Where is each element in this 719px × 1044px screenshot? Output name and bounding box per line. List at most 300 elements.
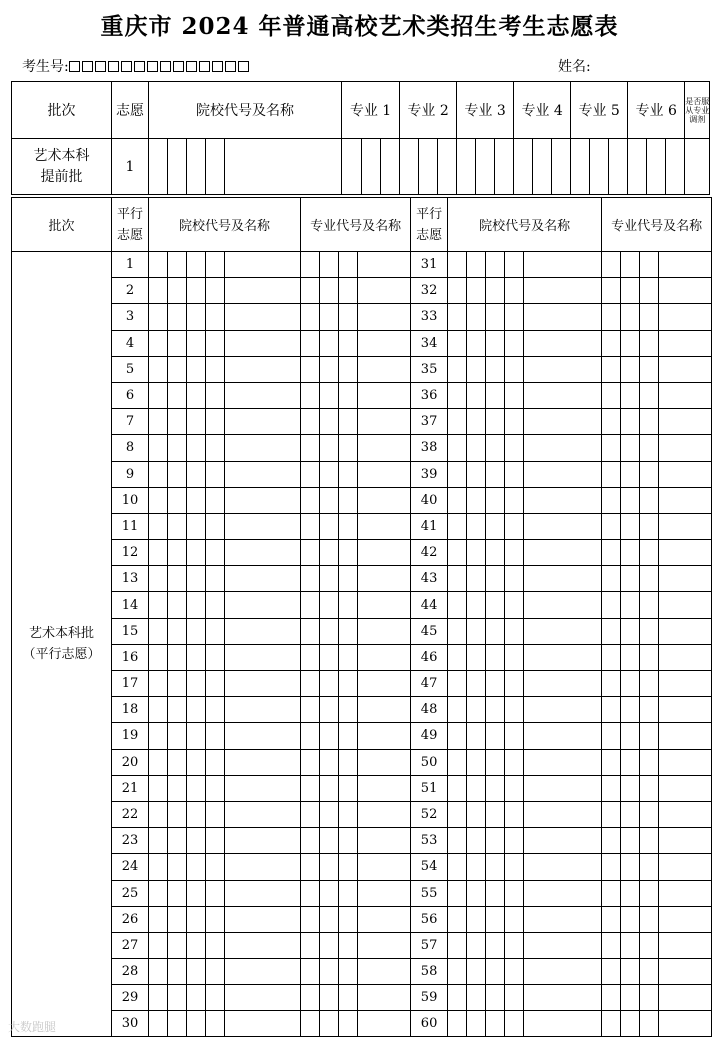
right-major-code-cell[interactable] bbox=[640, 252, 659, 278]
right-major-code-cell[interactable] bbox=[621, 985, 640, 1011]
left-major-code-cell[interactable] bbox=[301, 697, 320, 723]
right-school-name-cell[interactable] bbox=[524, 932, 602, 958]
left-major-code-cell[interactable] bbox=[339, 985, 358, 1011]
right-school-code-cell[interactable] bbox=[486, 618, 505, 644]
right-school-code-cell[interactable] bbox=[448, 1011, 467, 1037]
left-major-code-cell[interactable] bbox=[320, 828, 339, 854]
right-school-code-cell[interactable] bbox=[448, 775, 467, 801]
right-school-code-cell[interactable] bbox=[505, 540, 524, 566]
right-school-code-cell[interactable] bbox=[467, 749, 486, 775]
right-school-code-cell[interactable] bbox=[467, 461, 486, 487]
right-school-code-cell[interactable] bbox=[486, 671, 505, 697]
left-school-code-cell[interactable] bbox=[206, 513, 225, 539]
right-school-code-cell[interactable] bbox=[486, 854, 505, 880]
left-school-code-cell[interactable] bbox=[168, 1011, 187, 1037]
left-school-code-cell[interactable] bbox=[206, 566, 225, 592]
right-school-code-cell[interactable] bbox=[486, 828, 505, 854]
left-school-code-cell[interactable] bbox=[187, 854, 206, 880]
left-school-code-cell[interactable] bbox=[187, 775, 206, 801]
right-school-code-cell[interactable] bbox=[486, 461, 505, 487]
left-major-code-cell[interactable] bbox=[320, 409, 339, 435]
right-school-code-cell[interactable] bbox=[467, 775, 486, 801]
left-major-name-cell[interactable] bbox=[358, 985, 411, 1011]
right-major-name-cell[interactable] bbox=[659, 828, 712, 854]
left-major-code-cell[interactable] bbox=[320, 880, 339, 906]
left-school-name-cell[interactable] bbox=[225, 566, 301, 592]
left-major-code-cell[interactable] bbox=[320, 540, 339, 566]
right-school-name-cell[interactable] bbox=[524, 854, 602, 880]
left-school-code-cell[interactable] bbox=[187, 435, 206, 461]
right-major-code-cell[interactable] bbox=[602, 487, 621, 513]
left-major-name-cell[interactable] bbox=[358, 749, 411, 775]
right-major-code-cell[interactable] bbox=[602, 1011, 621, 1037]
right-major-code-cell[interactable] bbox=[602, 723, 621, 749]
left-school-code-cell[interactable] bbox=[168, 278, 187, 304]
left-major-code-cell[interactable] bbox=[301, 1011, 320, 1037]
right-school-code-cell[interactable] bbox=[486, 985, 505, 1011]
left-school-code-cell[interactable] bbox=[149, 566, 168, 592]
candidate-number-digit-box[interactable] bbox=[186, 61, 197, 72]
left-school-code-cell[interactable] bbox=[187, 723, 206, 749]
right-major-code-cell[interactable] bbox=[640, 644, 659, 670]
left-major-code-cell[interactable] bbox=[320, 435, 339, 461]
left-school-code-cell[interactable] bbox=[187, 461, 206, 487]
right-major-code-cell[interactable] bbox=[621, 880, 640, 906]
right-school-code-cell[interactable] bbox=[467, 985, 486, 1011]
left-major-name-cell[interactable] bbox=[358, 540, 411, 566]
left-school-code-cell[interactable] bbox=[206, 409, 225, 435]
left-school-code-cell[interactable] bbox=[149, 749, 168, 775]
right-major-code-cell[interactable] bbox=[621, 252, 640, 278]
left-school-code-cell[interactable] bbox=[168, 435, 187, 461]
right-major-code-cell[interactable] bbox=[640, 409, 659, 435]
left-school-code-cell[interactable] bbox=[168, 356, 187, 382]
left-school-name-cell[interactable] bbox=[225, 409, 301, 435]
right-school-code-cell[interactable] bbox=[486, 775, 505, 801]
left-school-name-cell[interactable] bbox=[225, 618, 301, 644]
left-school-code-cell[interactable] bbox=[149, 671, 168, 697]
left-school-code-cell[interactable] bbox=[149, 592, 168, 618]
left-school-code-cell[interactable] bbox=[168, 697, 187, 723]
right-major-code-cell[interactable] bbox=[640, 435, 659, 461]
right-school-code-cell[interactable] bbox=[486, 801, 505, 827]
left-major-code-cell[interactable] bbox=[339, 382, 358, 408]
left-major-code-cell[interactable] bbox=[339, 618, 358, 644]
right-major-name-cell[interactable] bbox=[659, 278, 712, 304]
left-major-code-cell[interactable] bbox=[301, 278, 320, 304]
left-school-code-cell[interactable] bbox=[168, 461, 187, 487]
left-school-name-cell[interactable] bbox=[225, 461, 301, 487]
left-school-code-cell[interactable] bbox=[206, 828, 225, 854]
right-school-code-cell[interactable] bbox=[505, 828, 524, 854]
left-major-name-cell[interactable] bbox=[358, 880, 411, 906]
right-major-code-cell[interactable] bbox=[621, 723, 640, 749]
left-school-code-cell[interactable] bbox=[149, 487, 168, 513]
left-school-code-cell[interactable] bbox=[187, 304, 206, 330]
right-school-code-cell[interactable] bbox=[467, 330, 486, 356]
left-major-code-cell[interactable] bbox=[320, 252, 339, 278]
right-major-code-cell[interactable] bbox=[640, 671, 659, 697]
left-school-code-cell[interactable] bbox=[187, 985, 206, 1011]
left-school-name-cell[interactable] bbox=[225, 435, 301, 461]
left-school-code-cell[interactable] bbox=[149, 932, 168, 958]
right-major-code-cell[interactable] bbox=[640, 906, 659, 932]
right-major-code-cell[interactable] bbox=[602, 880, 621, 906]
right-school-code-cell[interactable] bbox=[467, 932, 486, 958]
left-school-code-cell[interactable] bbox=[149, 540, 168, 566]
left-major-code-cell[interactable] bbox=[339, 566, 358, 592]
right-major-code-cell[interactable] bbox=[621, 932, 640, 958]
right-school-code-cell[interactable] bbox=[486, 566, 505, 592]
left-school-code-cell[interactable] bbox=[149, 644, 168, 670]
early-major-cell[interactable] bbox=[438, 139, 457, 195]
right-school-code-cell[interactable] bbox=[448, 906, 467, 932]
left-school-code-cell[interactable] bbox=[206, 1011, 225, 1037]
early-school-code-cell[interactable] bbox=[187, 139, 206, 195]
right-major-code-cell[interactable] bbox=[602, 435, 621, 461]
right-school-name-cell[interactable] bbox=[524, 644, 602, 670]
right-school-code-cell[interactable] bbox=[505, 906, 524, 932]
left-school-code-cell[interactable] bbox=[187, 252, 206, 278]
left-school-code-cell[interactable] bbox=[187, 409, 206, 435]
left-school-name-cell[interactable] bbox=[225, 644, 301, 670]
right-school-code-cell[interactable] bbox=[486, 723, 505, 749]
right-major-name-cell[interactable] bbox=[659, 880, 712, 906]
left-major-code-cell[interactable] bbox=[339, 592, 358, 618]
right-school-code-cell[interactable] bbox=[448, 723, 467, 749]
right-major-code-cell[interactable] bbox=[602, 618, 621, 644]
right-school-code-cell[interactable] bbox=[505, 1011, 524, 1037]
early-major-cell[interactable] bbox=[400, 139, 419, 195]
left-school-code-cell[interactable] bbox=[168, 382, 187, 408]
left-school-code-cell[interactable] bbox=[206, 382, 225, 408]
left-school-code-cell[interactable] bbox=[206, 644, 225, 670]
right-major-code-cell[interactable] bbox=[621, 1011, 640, 1037]
right-school-code-cell[interactable] bbox=[486, 278, 505, 304]
left-major-code-cell[interactable] bbox=[339, 723, 358, 749]
left-school-code-cell[interactable] bbox=[168, 828, 187, 854]
left-school-code-cell[interactable] bbox=[168, 409, 187, 435]
left-major-code-cell[interactable] bbox=[320, 906, 339, 932]
right-school-code-cell[interactable] bbox=[486, 330, 505, 356]
left-major-name-cell[interactable] bbox=[358, 409, 411, 435]
right-school-code-cell[interactable] bbox=[505, 304, 524, 330]
left-major-name-cell[interactable] bbox=[358, 330, 411, 356]
right-major-code-cell[interactable] bbox=[602, 356, 621, 382]
right-major-code-cell[interactable] bbox=[640, 592, 659, 618]
left-school-name-cell[interactable] bbox=[225, 854, 301, 880]
right-major-code-cell[interactable] bbox=[640, 880, 659, 906]
right-school-code-cell[interactable] bbox=[505, 435, 524, 461]
left-school-code-cell[interactable] bbox=[187, 566, 206, 592]
left-school-name-cell[interactable] bbox=[225, 671, 301, 697]
left-school-code-cell[interactable] bbox=[206, 461, 225, 487]
left-school-code-cell[interactable] bbox=[187, 356, 206, 382]
left-major-code-cell[interactable] bbox=[301, 487, 320, 513]
right-school-code-cell[interactable] bbox=[467, 304, 486, 330]
right-school-code-cell[interactable] bbox=[448, 487, 467, 513]
left-school-name-cell[interactable] bbox=[225, 487, 301, 513]
left-major-name-cell[interactable] bbox=[358, 435, 411, 461]
candidate-number-digit-box[interactable] bbox=[212, 61, 223, 72]
candidate-number-digit-box[interactable] bbox=[225, 61, 236, 72]
right-major-name-cell[interactable] bbox=[659, 644, 712, 670]
left-major-code-cell[interactable] bbox=[320, 854, 339, 880]
right-school-name-cell[interactable] bbox=[524, 828, 602, 854]
left-school-code-cell[interactable] bbox=[168, 330, 187, 356]
left-major-code-cell[interactable] bbox=[339, 671, 358, 697]
left-school-code-cell[interactable] bbox=[149, 697, 168, 723]
left-school-name-cell[interactable] bbox=[225, 959, 301, 985]
left-major-code-cell[interactable] bbox=[320, 513, 339, 539]
right-school-code-cell[interactable] bbox=[486, 749, 505, 775]
right-major-code-cell[interactable] bbox=[602, 985, 621, 1011]
left-school-code-cell[interactable] bbox=[168, 540, 187, 566]
right-major-code-cell[interactable] bbox=[602, 644, 621, 670]
left-school-name-cell[interactable] bbox=[225, 304, 301, 330]
right-school-code-cell[interactable] bbox=[486, 487, 505, 513]
right-school-code-cell[interactable] bbox=[505, 566, 524, 592]
right-major-code-cell[interactable] bbox=[640, 723, 659, 749]
right-school-name-cell[interactable] bbox=[524, 880, 602, 906]
left-school-name-cell[interactable] bbox=[225, 540, 301, 566]
right-major-code-cell[interactable] bbox=[621, 409, 640, 435]
right-school-code-cell[interactable] bbox=[486, 540, 505, 566]
right-major-name-cell[interactable] bbox=[659, 775, 712, 801]
left-school-code-cell[interactable] bbox=[168, 959, 187, 985]
candidate-number-digit-box[interactable] bbox=[108, 61, 119, 72]
left-school-code-cell[interactable] bbox=[168, 644, 187, 670]
right-major-code-cell[interactable] bbox=[602, 671, 621, 697]
left-major-code-cell[interactable] bbox=[339, 540, 358, 566]
left-major-code-cell[interactable] bbox=[339, 854, 358, 880]
left-school-name-cell[interactable] bbox=[225, 775, 301, 801]
left-school-code-cell[interactable] bbox=[149, 1011, 168, 1037]
left-major-code-cell[interactable] bbox=[301, 644, 320, 670]
left-school-code-cell[interactable] bbox=[149, 723, 168, 749]
early-major-cell[interactable] bbox=[609, 139, 628, 195]
left-school-code-cell[interactable] bbox=[206, 356, 225, 382]
left-major-name-cell[interactable] bbox=[358, 854, 411, 880]
right-major-code-cell[interactable] bbox=[602, 252, 621, 278]
right-major-code-cell[interactable] bbox=[621, 513, 640, 539]
right-school-code-cell[interactable] bbox=[448, 828, 467, 854]
left-school-code-cell[interactable] bbox=[187, 644, 206, 670]
left-major-code-cell[interactable] bbox=[320, 749, 339, 775]
right-school-code-cell[interactable] bbox=[486, 959, 505, 985]
right-major-name-cell[interactable] bbox=[659, 382, 712, 408]
left-school-code-cell[interactable] bbox=[168, 487, 187, 513]
right-school-code-cell[interactable] bbox=[467, 723, 486, 749]
right-school-code-cell[interactable] bbox=[505, 382, 524, 408]
left-school-code-cell[interactable] bbox=[206, 330, 225, 356]
left-school-code-cell[interactable] bbox=[149, 801, 168, 827]
right-major-code-cell[interactable] bbox=[621, 644, 640, 670]
right-school-name-cell[interactable] bbox=[524, 304, 602, 330]
right-school-name-cell[interactable] bbox=[524, 252, 602, 278]
right-major-code-cell[interactable] bbox=[621, 540, 640, 566]
left-major-code-cell[interactable] bbox=[339, 356, 358, 382]
right-school-code-cell[interactable] bbox=[467, 513, 486, 539]
left-major-code-cell[interactable] bbox=[301, 618, 320, 644]
left-school-code-cell[interactable] bbox=[168, 671, 187, 697]
early-major-cell[interactable] bbox=[590, 139, 609, 195]
left-school-code-cell[interactable] bbox=[206, 723, 225, 749]
left-major-name-cell[interactable] bbox=[358, 644, 411, 670]
left-school-code-cell[interactable] bbox=[187, 487, 206, 513]
left-school-code-cell[interactable] bbox=[187, 278, 206, 304]
left-major-name-cell[interactable] bbox=[358, 592, 411, 618]
candidate-number-digit-box[interactable] bbox=[121, 61, 132, 72]
left-school-code-cell[interactable] bbox=[187, 801, 206, 827]
left-school-code-cell[interactable] bbox=[168, 985, 187, 1011]
left-school-code-cell[interactable] bbox=[206, 880, 225, 906]
left-major-code-cell[interactable] bbox=[339, 487, 358, 513]
right-major-code-cell[interactable] bbox=[621, 671, 640, 697]
left-school-code-cell[interactable] bbox=[149, 959, 168, 985]
right-major-code-cell[interactable] bbox=[602, 959, 621, 985]
left-school-code-cell[interactable] bbox=[149, 278, 168, 304]
right-major-code-cell[interactable] bbox=[621, 356, 640, 382]
left-school-name-cell[interactable] bbox=[225, 801, 301, 827]
left-school-code-cell[interactable] bbox=[149, 618, 168, 644]
left-school-code-cell[interactable] bbox=[187, 592, 206, 618]
right-school-code-cell[interactable] bbox=[505, 461, 524, 487]
left-school-code-cell[interactable] bbox=[187, 749, 206, 775]
right-school-code-cell[interactable] bbox=[467, 592, 486, 618]
left-school-name-cell[interactable] bbox=[225, 749, 301, 775]
right-school-code-cell[interactable] bbox=[505, 409, 524, 435]
right-school-code-cell[interactable] bbox=[448, 540, 467, 566]
left-major-name-cell[interactable] bbox=[358, 775, 411, 801]
right-school-code-cell[interactable] bbox=[448, 592, 467, 618]
right-major-code-cell[interactable] bbox=[640, 304, 659, 330]
left-school-code-cell[interactable] bbox=[206, 775, 225, 801]
left-major-code-cell[interactable] bbox=[301, 304, 320, 330]
left-school-code-cell[interactable] bbox=[149, 461, 168, 487]
right-major-name-cell[interactable] bbox=[659, 1011, 712, 1037]
right-school-name-cell[interactable] bbox=[524, 959, 602, 985]
left-school-code-cell[interactable] bbox=[206, 697, 225, 723]
early-school-name-cell[interactable] bbox=[225, 139, 342, 195]
left-major-code-cell[interactable] bbox=[320, 618, 339, 644]
right-school-code-cell[interactable] bbox=[486, 513, 505, 539]
left-school-code-cell[interactable] bbox=[149, 304, 168, 330]
right-major-code-cell[interactable] bbox=[621, 382, 640, 408]
right-major-code-cell[interactable] bbox=[602, 461, 621, 487]
right-major-code-cell[interactable] bbox=[621, 435, 640, 461]
left-major-code-cell[interactable] bbox=[320, 356, 339, 382]
right-major-code-cell[interactable] bbox=[621, 854, 640, 880]
right-school-code-cell[interactable] bbox=[505, 775, 524, 801]
left-school-name-cell[interactable] bbox=[225, 356, 301, 382]
right-major-code-cell[interactable] bbox=[621, 749, 640, 775]
right-major-code-cell[interactable] bbox=[640, 854, 659, 880]
left-school-code-cell[interactable] bbox=[206, 592, 225, 618]
left-major-code-cell[interactable] bbox=[320, 723, 339, 749]
right-school-code-cell[interactable] bbox=[467, 435, 486, 461]
left-school-code-cell[interactable] bbox=[168, 775, 187, 801]
left-school-name-cell[interactable] bbox=[225, 723, 301, 749]
left-school-name-cell[interactable] bbox=[225, 1011, 301, 1037]
left-major-code-cell[interactable] bbox=[320, 671, 339, 697]
left-major-code-cell[interactable] bbox=[301, 461, 320, 487]
right-school-code-cell[interactable] bbox=[467, 252, 486, 278]
left-school-code-cell[interactable] bbox=[187, 880, 206, 906]
right-school-name-cell[interactable] bbox=[524, 382, 602, 408]
right-major-code-cell[interactable] bbox=[640, 749, 659, 775]
right-major-name-cell[interactable] bbox=[659, 671, 712, 697]
right-school-code-cell[interactable] bbox=[448, 461, 467, 487]
right-major-name-cell[interactable] bbox=[659, 487, 712, 513]
left-major-code-cell[interactable] bbox=[339, 330, 358, 356]
left-major-code-cell[interactable] bbox=[320, 304, 339, 330]
right-school-code-cell[interactable] bbox=[486, 880, 505, 906]
left-major-code-cell[interactable] bbox=[320, 932, 339, 958]
left-school-name-cell[interactable] bbox=[225, 828, 301, 854]
left-school-code-cell[interactable] bbox=[149, 828, 168, 854]
right-school-code-cell[interactable] bbox=[448, 880, 467, 906]
early-major-cell[interactable] bbox=[476, 139, 495, 195]
left-school-code-cell[interactable] bbox=[168, 880, 187, 906]
right-school-code-cell[interactable] bbox=[505, 252, 524, 278]
right-school-code-cell[interactable] bbox=[448, 278, 467, 304]
left-major-code-cell[interactable] bbox=[339, 461, 358, 487]
left-major-code-cell[interactable] bbox=[301, 435, 320, 461]
right-school-code-cell[interactable] bbox=[505, 801, 524, 827]
left-major-code-cell[interactable] bbox=[301, 252, 320, 278]
right-school-code-cell[interactable] bbox=[505, 487, 524, 513]
right-school-name-cell[interactable] bbox=[524, 435, 602, 461]
right-school-code-cell[interactable] bbox=[467, 540, 486, 566]
right-school-code-cell[interactable] bbox=[467, 278, 486, 304]
left-school-code-cell[interactable] bbox=[168, 749, 187, 775]
right-major-code-cell[interactable] bbox=[621, 618, 640, 644]
right-major-name-cell[interactable] bbox=[659, 356, 712, 382]
right-major-name-cell[interactable] bbox=[659, 409, 712, 435]
right-major-code-cell[interactable] bbox=[640, 513, 659, 539]
right-major-code-cell[interactable] bbox=[602, 801, 621, 827]
right-school-code-cell[interactable] bbox=[467, 487, 486, 513]
right-school-name-cell[interactable] bbox=[524, 618, 602, 644]
left-school-code-cell[interactable] bbox=[206, 618, 225, 644]
left-major-code-cell[interactable] bbox=[301, 592, 320, 618]
left-school-code-cell[interactable] bbox=[149, 775, 168, 801]
left-major-code-cell[interactable] bbox=[339, 906, 358, 932]
right-school-code-cell[interactable] bbox=[486, 906, 505, 932]
left-major-name-cell[interactable] bbox=[358, 513, 411, 539]
left-school-code-cell[interactable] bbox=[149, 356, 168, 382]
right-school-code-cell[interactable] bbox=[467, 854, 486, 880]
right-school-code-cell[interactable] bbox=[505, 356, 524, 382]
left-major-code-cell[interactable] bbox=[320, 278, 339, 304]
right-school-code-cell[interactable] bbox=[467, 566, 486, 592]
right-school-code-cell[interactable] bbox=[448, 749, 467, 775]
early-major-cell[interactable] bbox=[552, 139, 571, 195]
left-major-code-cell[interactable] bbox=[339, 801, 358, 827]
left-major-name-cell[interactable] bbox=[358, 1011, 411, 1037]
right-major-code-cell[interactable] bbox=[602, 382, 621, 408]
left-major-code-cell[interactable] bbox=[320, 644, 339, 670]
left-school-code-cell[interactable] bbox=[187, 959, 206, 985]
left-major-code-cell[interactable] bbox=[301, 540, 320, 566]
left-major-code-cell[interactable] bbox=[301, 409, 320, 435]
left-school-code-cell[interactable] bbox=[206, 278, 225, 304]
left-school-code-cell[interactable] bbox=[187, 1011, 206, 1037]
left-school-code-cell[interactable] bbox=[168, 932, 187, 958]
right-major-code-cell[interactable] bbox=[640, 330, 659, 356]
left-major-name-cell[interactable] bbox=[358, 487, 411, 513]
